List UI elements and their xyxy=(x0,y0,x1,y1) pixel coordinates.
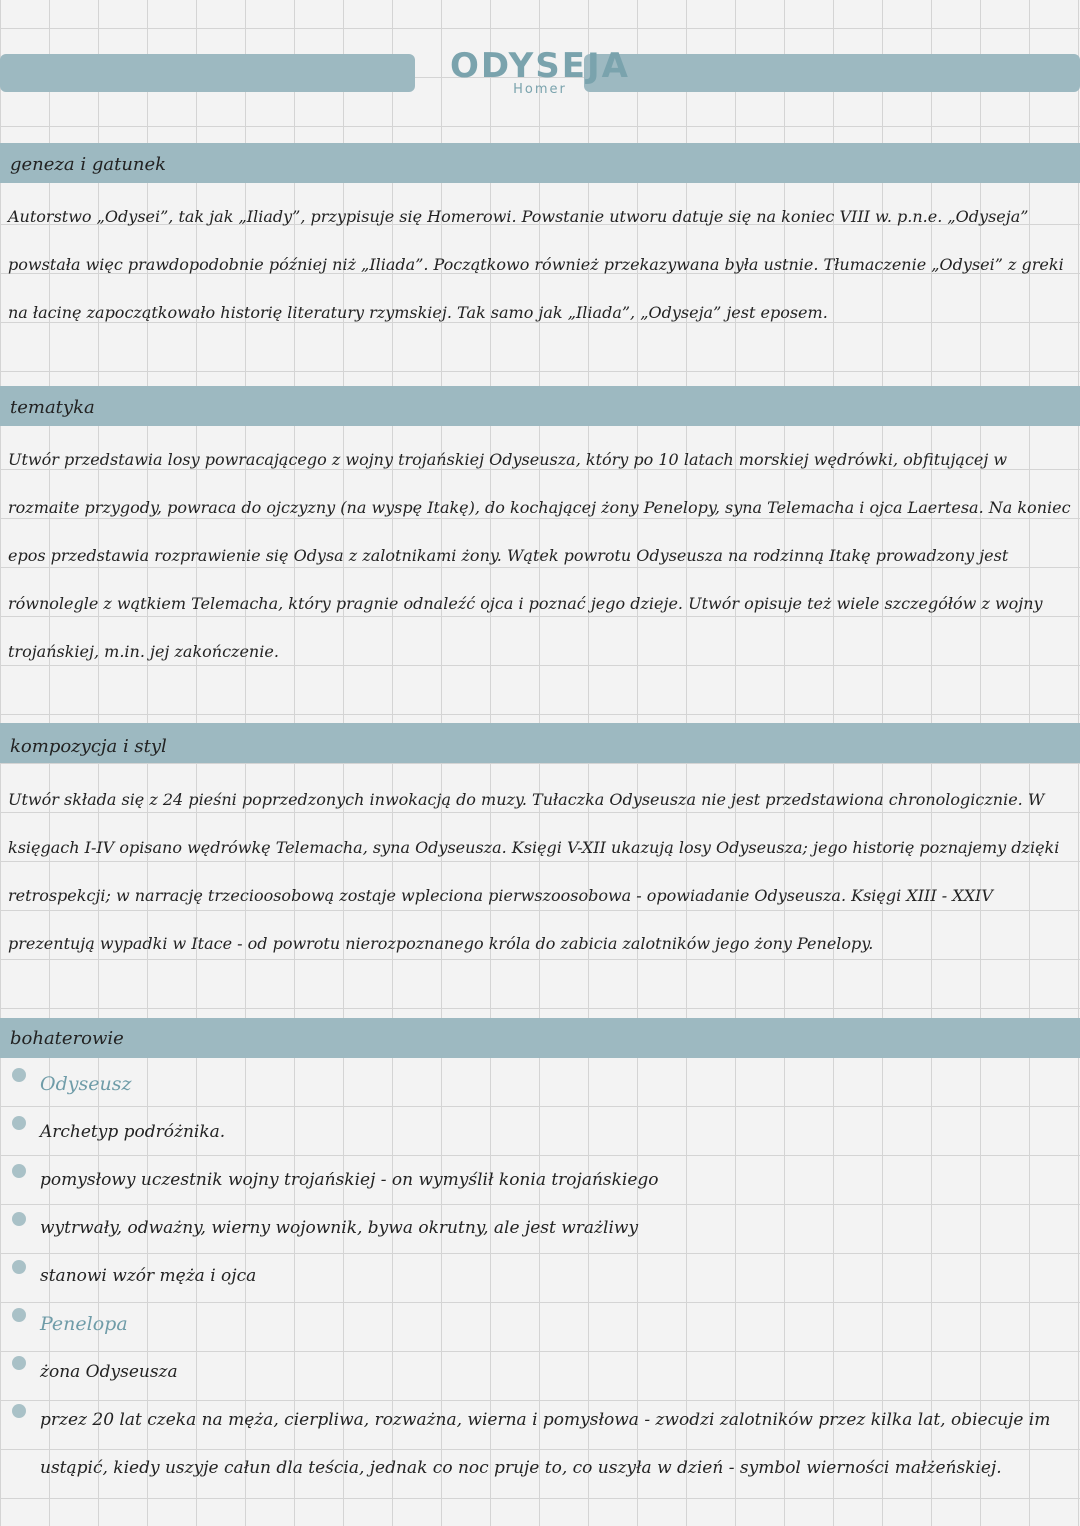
section-title-geneza: geneza i gatunek xyxy=(10,154,167,175)
character-name: Odyseusz xyxy=(10,1060,1070,1108)
section-text-kompozycja: Utwór składa się z 24 pieśni poprzedzonych inwokacją do muzy. Tułaczka Odyseusza nie jest przedstawiona chronologicznie. W księgach I-IV opisano wędrówkę Telemacha, syna Odyseusza. Księgi V-XII ukazują losy Odyseusza; jego historię poznajemy dzięki retrospekcji; w narrację trzecioosobową zostaje wpleciona pierwszoosobowa - opowiadanie Odyseusza. Księgi XIII - XXIV prezentują wypadki w Itace - od powrotu nierozpoznanego króla do zabicia zalotników jego żony Penelopy. xyxy=(8,790,1060,953)
section-bar-bohaterowie xyxy=(0,1018,1080,1058)
list-item: wytrwały, odważny, wierny wojownik, bywa okrutny, ale jest wrażliwy xyxy=(10,1204,1070,1252)
list-item: Archetyp podróżnika. xyxy=(10,1108,1070,1156)
section-text-geneza: Autorstwo „Odysei”, tak jak „Iliady”, przypisuje się Homerowi. Powstanie utworu datuje się na koniec VIII w. p.n.e. „Odyseja” powstała więc prawdopodobnie później niż „Iliada”. Początkowo również przekazywana była ustnie. Tłumaczenie „Odysei” z greki na łacinę zapoczątkowało historię literatury rzymskiej. Tak samo jak „Iliada”, „Odyseja” jest eposem. xyxy=(8,207,1064,322)
list-item: żona Odyseusza xyxy=(10,1348,1070,1396)
section-title-tematyka: tematyka xyxy=(10,397,95,418)
page-title: ODYSEJA xyxy=(450,46,630,86)
section-bar-tematyka xyxy=(0,386,1080,426)
section-text-tematyka: Utwór przedstawia losy powracającego z wojny trojańskiej Odyseusza, który po 10 latach morskiej wędrówki, obfitującej w rozmaite przygody, powraca do ojczyzny (na wyspę Itakę), do kochającej żony Penelopy, syna Telemacha i ojca Laertesa. Na koniec epos przedstawia rozprawienie się Odysa z zalotnikami żony. Wątek powrotu Odyseusza na rodzinną Itakę prowadzony jest równolegle z wątkiem Telemacha, który pragnie odnaleźć ojca i poznać jego dzieje. Utwór opisuje też wiele szczegółów z wojny trojańskiej, m.in. jej zakończenie. xyxy=(8,450,1071,661)
section-title-kompozycja: kompozycja i styl xyxy=(10,736,167,757)
section-title-bohaterowie: bohaterowie xyxy=(10,1028,124,1049)
character-name: Penelopa xyxy=(10,1300,1070,1348)
page-subtitle: Homer xyxy=(513,82,567,97)
list-item: przez 20 lat czeka na męża, cierpliwa, rozważna, wierna i pomysłowa - zwodzi zalotników przez kilka lat, obiecuje im ustąpić, kiedy uszyje całun dla teścia, jednak co noc pruje to, co uszyła w dzień - symbol wierności małżeńskiej. xyxy=(10,1396,1070,1492)
list-item: stanowi wzór męża i ojca xyxy=(10,1252,1070,1300)
list-item: pomysłowy uczestnik wojny trojańskiej - on wymyślił konia trojańskiego xyxy=(10,1156,1070,1204)
characters-list xyxy=(10,1060,1070,1492)
